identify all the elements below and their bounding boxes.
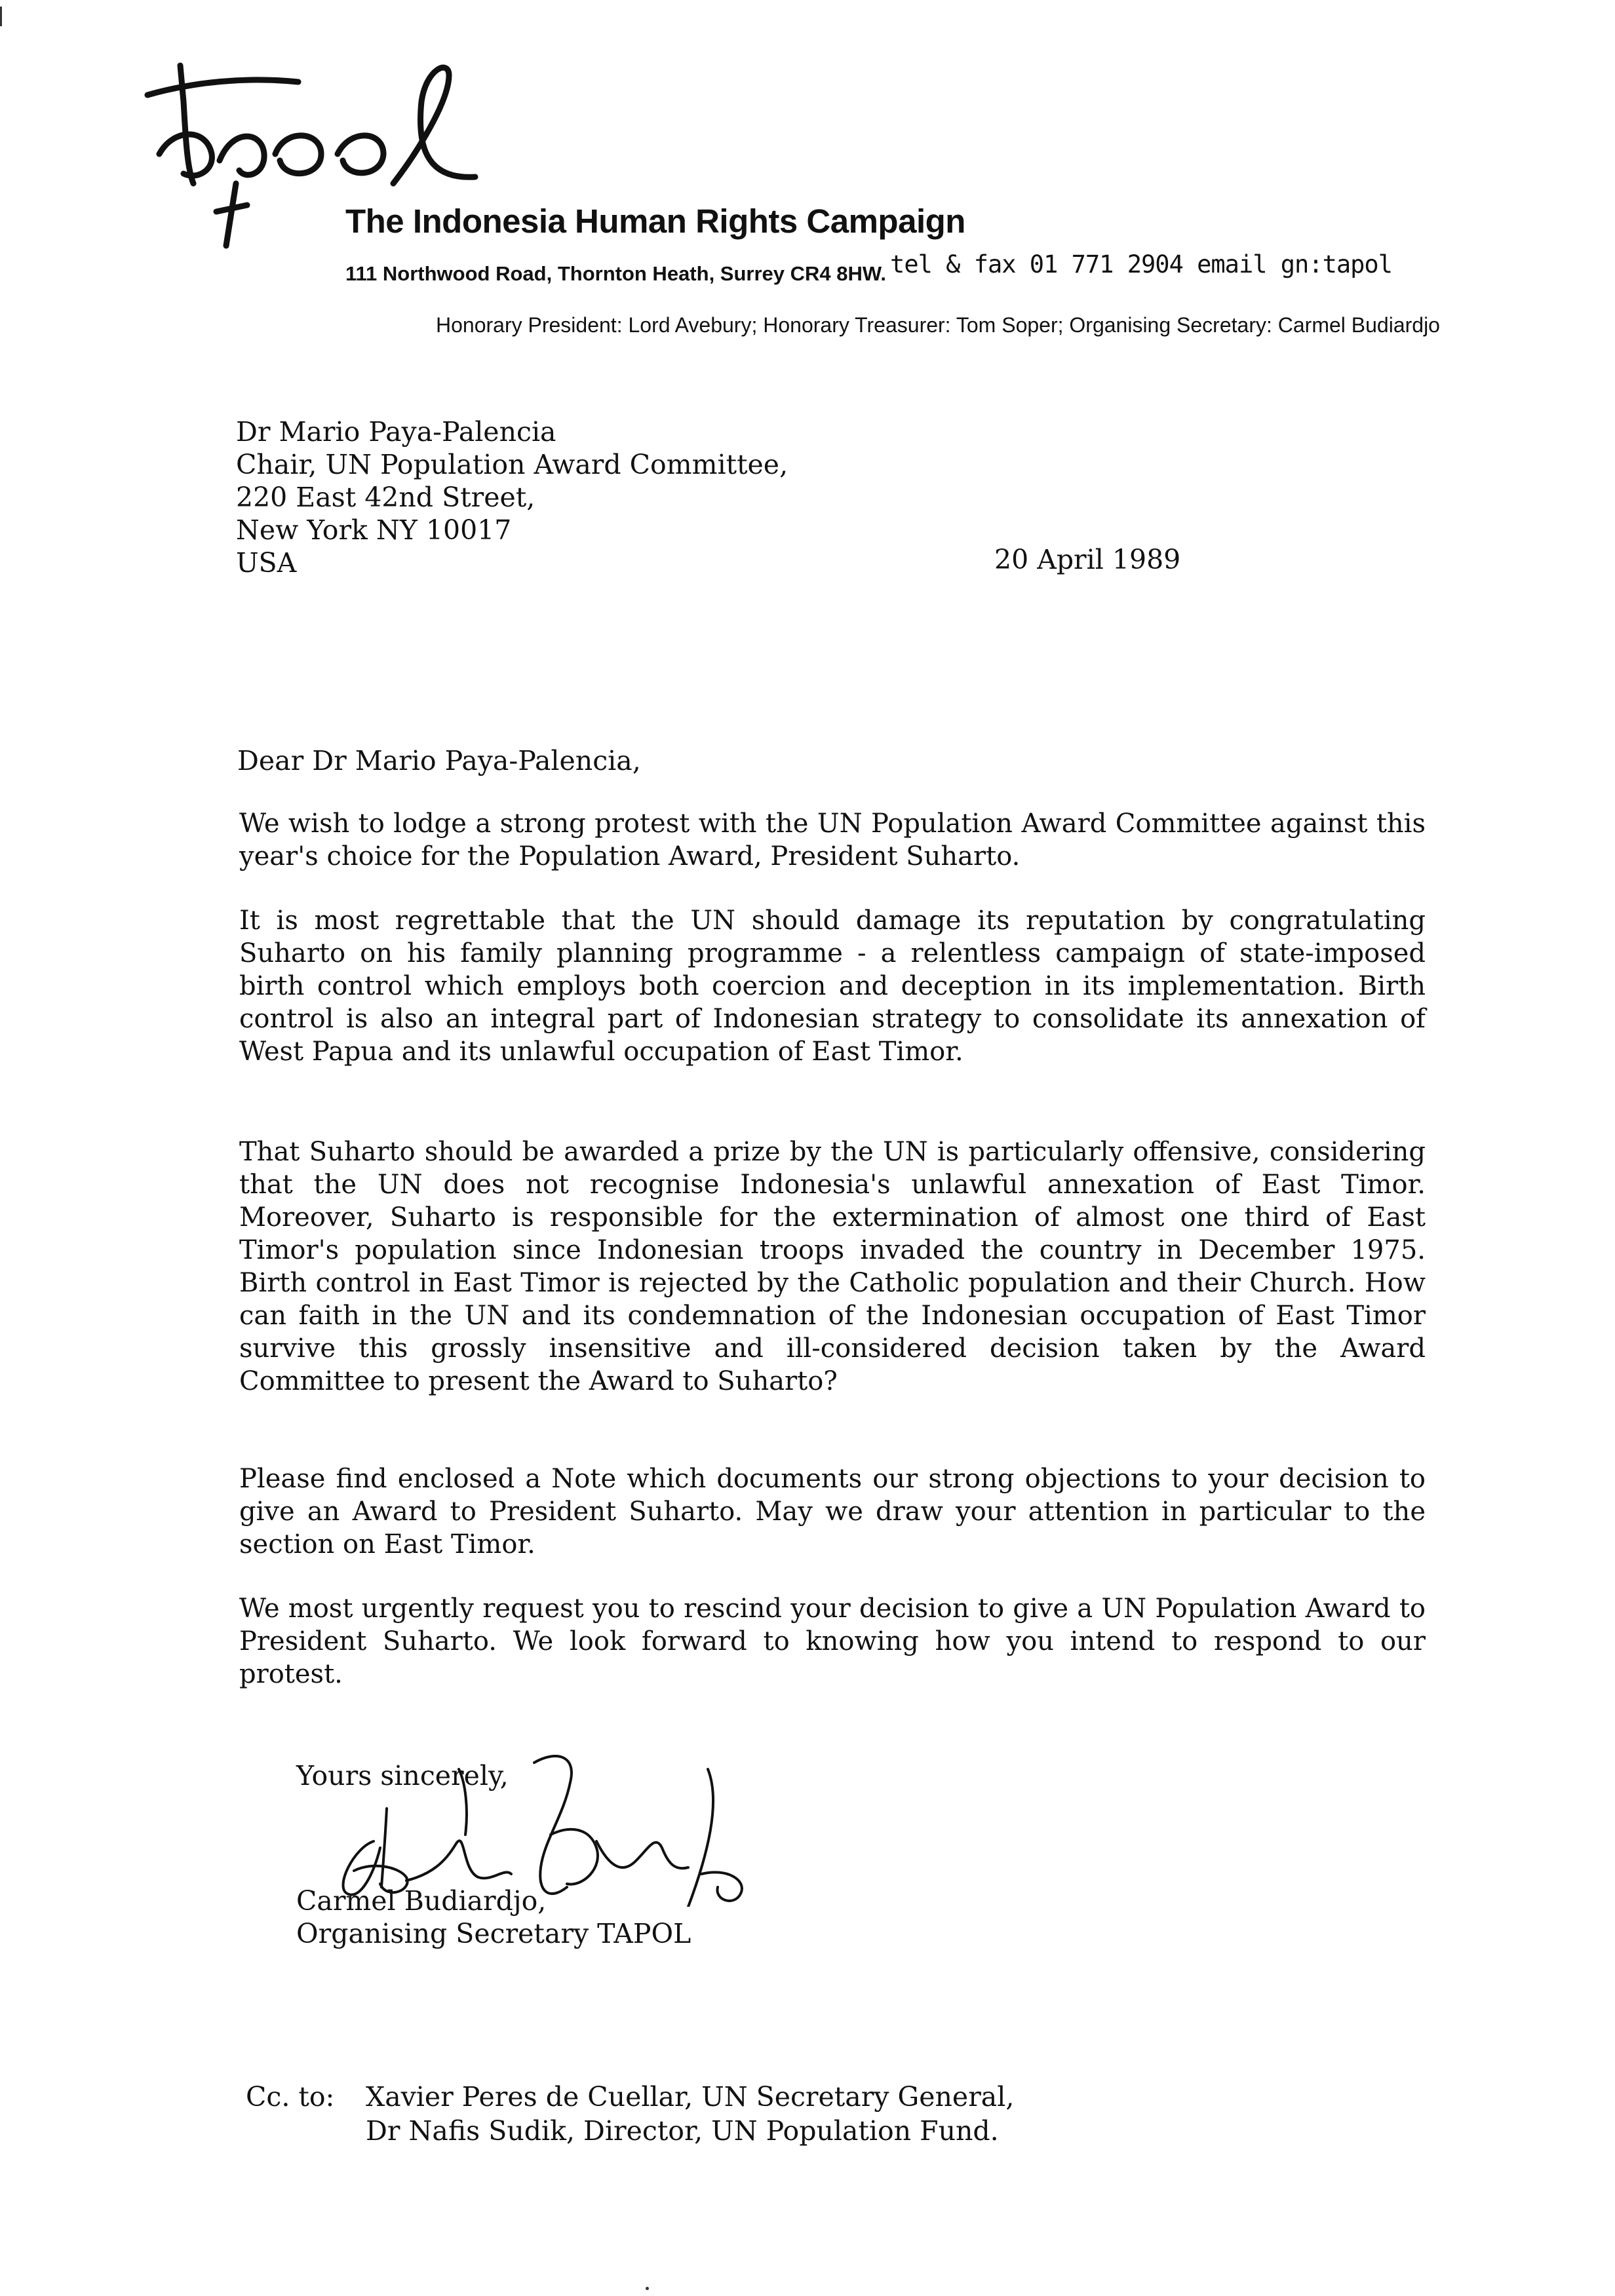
body-paragraph: It is most regrettable that the UN should damage its reputation by congratulating Suharto on his family planning programme - a relentless campaign of state-imposed birth control which employs both coercion and deception in its implementation. Birth control is also an integral part of Indonesian strategy to consolidate its annexation of West Papua and its unlawful occupation of East Timor. — [239, 906, 1426, 1067]
body-paragraph: We most urgently request you to rescind your decision to give a UN Population Award to President Suharto. We look forward to knowing how you intend to respond to our protest. — [239, 1594, 1426, 1689]
org-name: The Indonesia Human Rights Campaign — [345, 202, 965, 240]
cc-label: Cc. to: — [246, 2081, 335, 2113]
recipient-line: New York NY 10017 — [236, 514, 512, 546]
salutation: Dear Dr Mario Paya-Palencia, — [237, 745, 641, 776]
body-paragraph: Please find enclosed a Note which documents our strong objections to your decision to give an Award to President Suharto. May we draw your attention in particular to the section on East Timor. — [239, 1464, 1426, 1559]
cc-recipient: Dr Nafis Sudik, Director, UN Population Fund. — [366, 2115, 999, 2147]
recipient-line: Dr Mario Paya-Palencia — [236, 416, 556, 448]
cc-recipient: Xavier Peres de Cuellar, UN Secretary General, — [366, 2081, 1015, 2113]
signer-title: Organising Secretary TAPOL — [296, 1918, 691, 1949]
signer-block — [296, 1885, 691, 1950]
recipient-address — [236, 415, 788, 579]
signer-name: Carmel Budiardjo, — [296, 1885, 547, 1917]
body-paragraph: We wish to lodge a strong protest with the UN Population Award Committee against this year's choice for the Population Award, President Suharto. — [239, 809, 1426, 871]
scan-speck — [646, 2287, 649, 2290]
recipient-line: USA — [236, 547, 297, 579]
letter-date: 20 April 1989 — [994, 544, 1181, 575]
recipient-line: Chair, UN Population Award Committee, — [236, 449, 788, 480]
letterhead-address-line — [345, 250, 1392, 286]
org-address: 111 Northwood Road, Thornton Heath, Surrey CR4 8HW. — [345, 262, 887, 285]
cc-list — [246, 2080, 1014, 2148]
closing: Yours sincerely, — [296, 1760, 509, 1791]
recipient-line: 220 East 42nd Street, — [236, 482, 535, 513]
org-officers: Honorary President: Lord Avebury; Honorary Treasurer: Tom Soper; Organising Secretary: Carmel Budiardjo — [436, 313, 1440, 337]
handwritten-signature — [308, 1710, 780, 1907]
org-contact: tel & fax 01 771 2904 email gn:tapol — [890, 250, 1392, 278]
body-paragraph: That Suharto should be awarded a prize by the UN is particularly offensive, considering that the UN does not recognise Indonesia's unlawful annexation of East Timor. Moreover, Suharto is responsible for the extermination of almost one third of East Timor's population since Indonesian troops invaded the country in December 1975. Birth control in East Timor is rejected by the Catholic population and their Church. How can faith in the UN and its condemnation of the Indonesian occupation of East Timor survive this grossly insensitive and ill-considered decision taken by the Award Committee to present the Award to Suharto? — [239, 1137, 1426, 1396]
scan-edge-mark — [0, 7, 2, 26]
